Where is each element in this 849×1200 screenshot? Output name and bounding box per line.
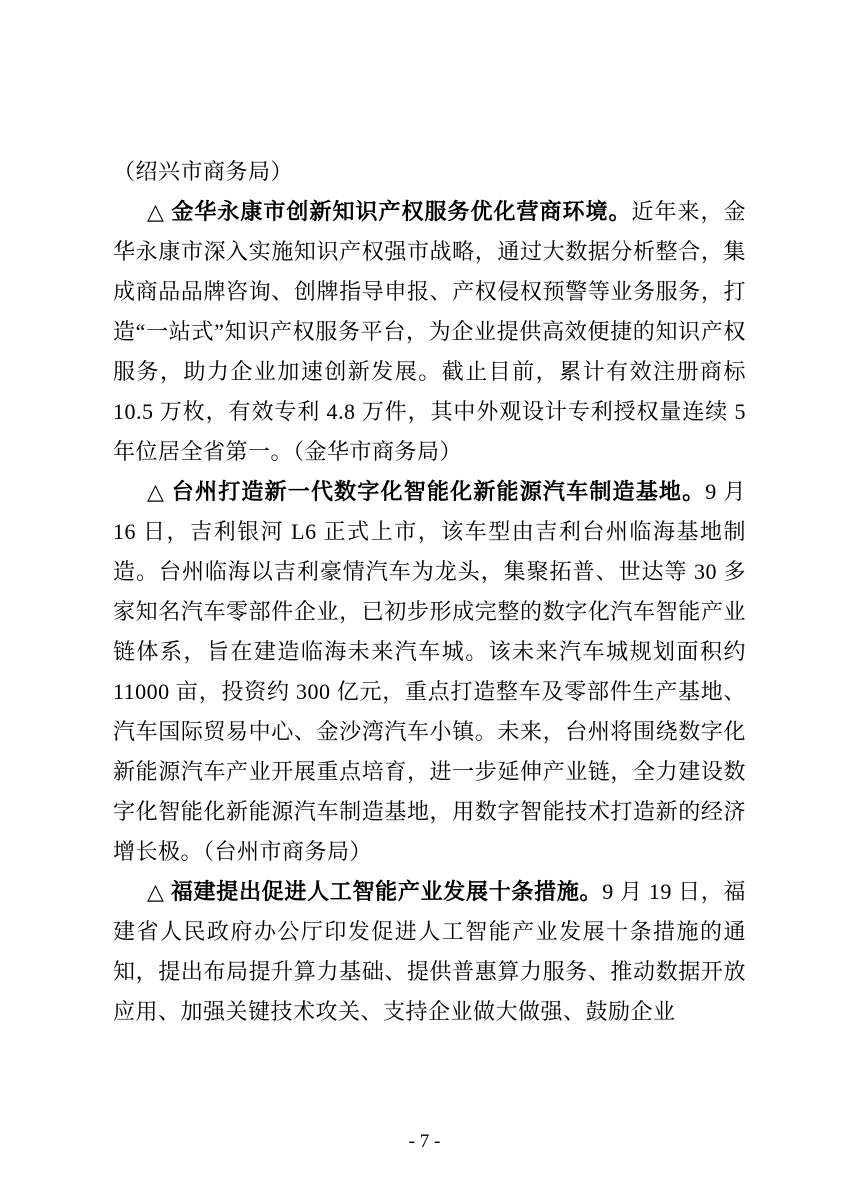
document-content [113,152,746,1032]
paragraph-heading: △ 台州打造新一代数字化智能化新能源汽车制造基地。 [147,479,706,504]
news-paragraph [113,872,746,1032]
news-items [113,192,746,1032]
paragraph-text: 9 月 19 日，福建省人民政府办公厅印发促进人工智能产业发展十条措施的通知，提出布局提升算力基础、提供普惠算力服务、推动数据开放应用、加强关键技术攻关、支持企业做大做强、鼓励企业 [113,879,746,1024]
attribution-line: （绍兴市商务局） [113,159,294,184]
news-paragraph [113,472,746,872]
page-number: - 7 - [408,1131,441,1152]
paragraph-text: 近年来，金华永康市深入实施知识产权强市战略，通过大数据分析整合，集成商品品牌咨询、创牌指导申报、产权侵权预警等业务服务，打造“一站式”知识产权服务平台，为企业提供高效便捷的知识产权服务，助力企业加速创新发展。截止目前，累计有效注册商标 10.5 万枚，有效专利 4.8 万件，其中外观设计专利授权量连续 5 年位居全省第一。（金华市商务局） [113,199,746,464]
paragraph-text: 9 月 16 日，吉利银河 L6 正式上市，该车型由吉利台州临海基地制造。台州临海以吉利豪情汽车为龙头，集聚拓普、世达等 30 多家知名汽车零部件企业，已初步形成完整的数字化汽车智能产业链体系，旨在建造临海未来汽车城。该未来汽车城规划面积约 11000 亩，投资约 300 亿元，重点打造整车及零部件生产基地、汽车国际贸易中心、金沙湾汽车小镇。未来，台州将围绕数字化新能源汽车产业开展重点培育，进一步延伸产业链，全力建设数字化智能化新能源汽车制造基地，用数字智能技术打造新的经济增长极。（台州市商务局） [113,479,746,864]
page-footer [0,1128,849,1156]
paragraph-heading: △ 福建提出促进人工智能产业发展十条措施。 [147,879,603,904]
paragraph-heading: △ 金华永康市创新知识产权服务优化营商环境。 [147,199,632,224]
news-paragraph [113,192,746,472]
